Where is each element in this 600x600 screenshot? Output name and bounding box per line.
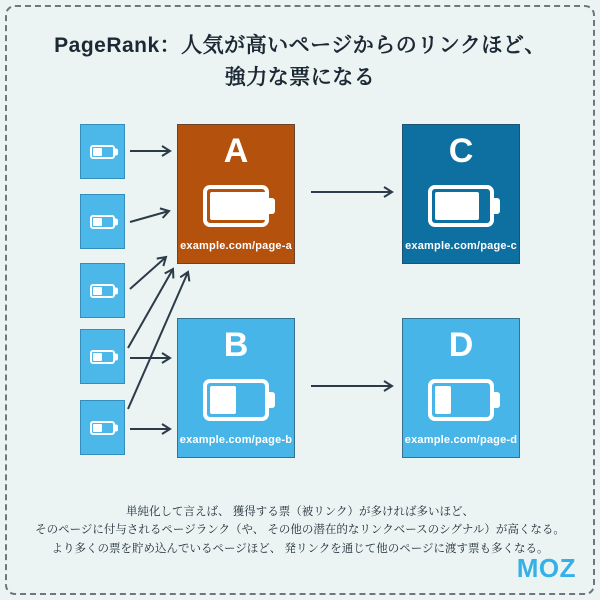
node-url: example.com/page-a bbox=[180, 240, 292, 252]
battery-fill bbox=[93, 287, 102, 295]
title-line-2: 強力な票になる bbox=[224, 65, 376, 89]
battery-icon bbox=[90, 284, 115, 298]
battery-nub bbox=[115, 218, 118, 225]
battery-fill bbox=[93, 148, 102, 156]
moz-logo: MOZ bbox=[516, 553, 576, 583]
mini-page-1 bbox=[80, 124, 125, 179]
mini-page-5 bbox=[80, 400, 125, 455]
battery-nub bbox=[115, 353, 118, 360]
caption bbox=[0, 503, 600, 558]
node-url: example.com/page-d bbox=[404, 434, 518, 446]
battery-fill bbox=[93, 353, 102, 361]
battery-icon bbox=[90, 145, 115, 159]
caption-line-2: そのページに付与されるページランク（や、 その他の潜在的なリンクベースのシグナル）が高くなる。 bbox=[35, 524, 565, 537]
node-letter: A bbox=[223, 132, 249, 170]
battery-fill bbox=[93, 424, 102, 432]
battery-fill bbox=[435, 192, 479, 220]
node-url: example.com/page-c bbox=[405, 240, 517, 252]
battery-fill bbox=[435, 386, 451, 414]
page-title bbox=[0, 30, 600, 93]
battery-icon bbox=[90, 215, 115, 229]
battery-nub bbox=[115, 287, 118, 294]
node-letter: C bbox=[448, 132, 474, 170]
page-node-a bbox=[177, 124, 295, 264]
battery-icon bbox=[428, 379, 494, 421]
node-letter: B bbox=[223, 326, 249, 364]
battery-icon bbox=[428, 185, 494, 227]
battery-fill bbox=[210, 192, 268, 220]
battery-nub bbox=[494, 392, 500, 408]
arrow-mini3-to-a bbox=[130, 257, 166, 289]
battery-nub bbox=[115, 424, 118, 431]
arrow-mini2-to-a bbox=[130, 211, 169, 222]
caption-line-3: より多くの票を貯め込んでいるページほど、 発リンクを通じて他のページに渡す票も多くなる。 bbox=[51, 542, 549, 555]
page-node-d bbox=[402, 318, 520, 458]
battery-nub bbox=[115, 148, 118, 155]
node-letter: D bbox=[448, 326, 474, 364]
battery-fill bbox=[210, 386, 236, 414]
battery-nub bbox=[269, 392, 275, 408]
battery-nub bbox=[494, 198, 500, 214]
caption-line-1: 単純化して言えば、 獲得する票（被リンク）が多ければ多いほど、 bbox=[126, 506, 474, 518]
mini-page-3 bbox=[80, 263, 125, 318]
page-node-c bbox=[402, 124, 520, 264]
arrow-mini4-to-a bbox=[128, 269, 173, 348]
battery-icon bbox=[203, 379, 269, 421]
battery-icon bbox=[90, 421, 115, 435]
battery-icon bbox=[203, 185, 269, 227]
battery-icon bbox=[90, 350, 115, 364]
node-url: example.com/page-b bbox=[179, 434, 293, 446]
title-line-1: PageRank：人気が高いページからのリンクほど、 bbox=[54, 34, 546, 57]
mini-page-4 bbox=[80, 329, 125, 384]
mini-page-2 bbox=[80, 194, 125, 249]
battery-fill bbox=[93, 218, 102, 226]
battery-nub bbox=[269, 198, 275, 214]
page-node-b bbox=[177, 318, 295, 458]
